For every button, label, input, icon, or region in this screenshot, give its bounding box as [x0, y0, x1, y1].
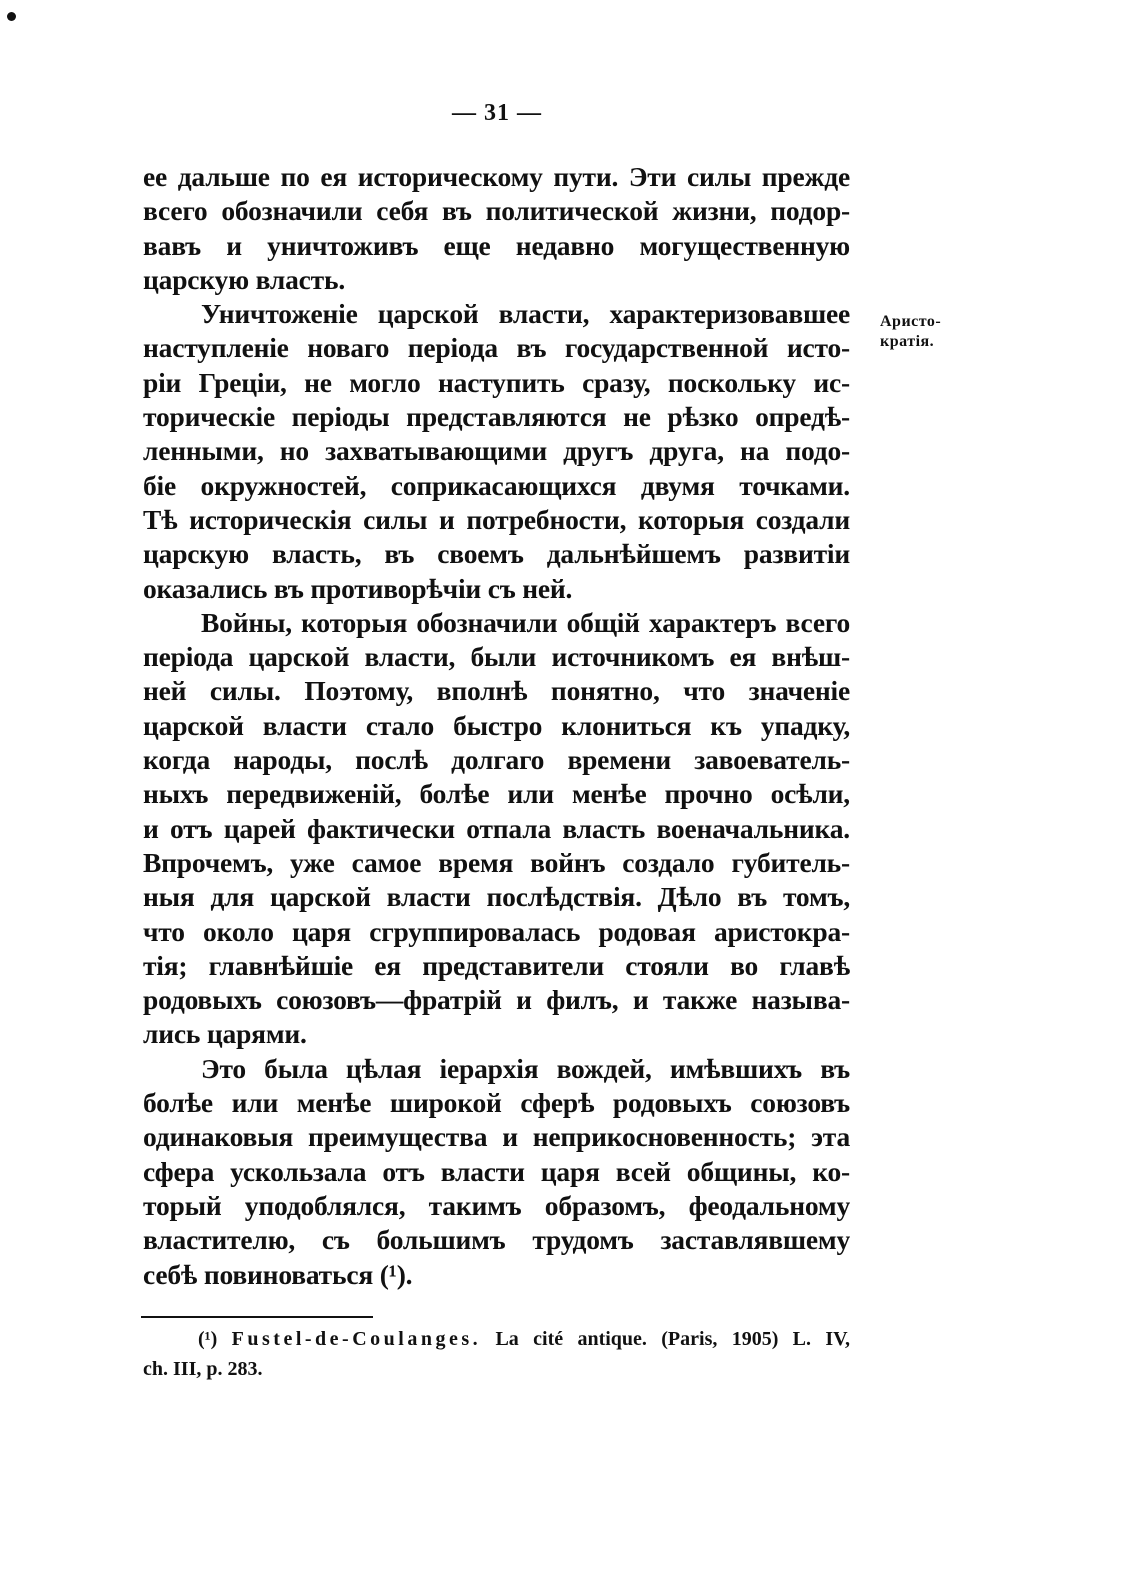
footnote	[143, 1324, 850, 1384]
text-line: оказались въ противорѣчіи съ ней.	[143, 572, 573, 604]
text-line: ленными, но захватывающими другъ друга, на подо-	[143, 435, 850, 467]
text-line: болѣе или менѣе широкой сферѣ родовыхъ союзовъ	[143, 1087, 850, 1119]
text-line: родовыхъ союзовъ—фратрій и филъ, и также называ-	[143, 984, 850, 1016]
text-line: царскую власть.	[143, 263, 345, 295]
page-number: — 31 —	[452, 100, 542, 126]
text-line: вавъ и уничтоживъ еще недавно могущественную	[143, 229, 850, 261]
text-line: Впрочемъ, уже самое время войнъ создало губитель-	[143, 846, 850, 878]
footnote-line	[143, 1324, 850, 1354]
text-line: торый уподоблялся, такимъ образомъ, феодальному	[143, 1189, 850, 1221]
text-line: Войны, которыя обозначили общій характеръ всего	[201, 606, 850, 638]
footnote-marker: (¹)	[198, 1328, 218, 1350]
text-line: всего обозначили себя въ политической жизни, подор-	[143, 195, 850, 227]
text-line: тія; главнѣйшіе ея представители стояли во главѣ	[143, 949, 850, 981]
text-line: царскую власть, въ своемъ дальнѣйшемъ развитіи	[143, 538, 850, 570]
margin-note-line: кратія.	[880, 333, 935, 350]
footnote-author: Fustel-de-Coulanges.	[231, 1328, 482, 1350]
paragraph-1	[143, 160, 850, 297]
text-line: Это была цѣлая іерархія вождей, имѣвшихъ въ	[201, 1052, 850, 1084]
paragraph-4	[143, 1052, 850, 1292]
footnote-rule	[141, 1316, 373, 1318]
margin-note-line: Аристо-	[880, 313, 942, 330]
text-line: наступленіе новаго періода въ государственной исто-	[143, 332, 850, 364]
ink-dot	[7, 12, 16, 21]
text-line: сфера ускользала отъ власти царя всей общины, ко-	[143, 1155, 850, 1187]
margin-note	[880, 312, 941, 352]
text-line: ней силы. Поэтому, вполнѣ понятно, что значеніе	[143, 675, 850, 707]
paragraph-2	[143, 297, 850, 606]
body-text	[143, 160, 850, 1292]
text-line: ныхъ передвиженій, болѣе или менѣе прочно осѣли,	[143, 778, 850, 810]
text-line: ныя для царской власти послѣдствія. Дѣло въ томъ,	[143, 881, 850, 913]
text-line: Тѣ историческія силы и потребности, которыя создали	[143, 503, 850, 535]
text-line: Уничтоженіе царской власти, характеризовавшее	[201, 298, 850, 330]
text-line: торическіе періоды представляются не рѣзко опредѣ-	[143, 401, 850, 433]
text-line: что около царя сгруппировалась родовая аристокра-	[143, 915, 850, 947]
footnote-line: ch. III, p. 283.	[143, 1358, 263, 1380]
text-line: властителю, съ большимъ трудомъ заставлявшему	[143, 1224, 850, 1256]
text-line: когда народы, послѣ долгаго времени завоеватель-	[143, 744, 850, 776]
text-line: біе окружностей, соприкасающихся двумя точками.	[143, 469, 850, 501]
text-line: себѣ повиноваться (¹).	[143, 1258, 413, 1290]
paragraph-3	[143, 606, 850, 1052]
footnote-title: La cité antique. (Paris, 1905) L. IV,	[495, 1328, 851, 1350]
text-line: царской власти стало быстро клониться къ упадку,	[143, 709, 850, 741]
text-line: ее дальше по ея историческому пути. Эти силы прежде	[143, 161, 850, 192]
text-line: и отъ царей фактически отпала власть военачальника.	[143, 812, 850, 844]
text-line: лись царями.	[143, 1018, 307, 1050]
text-line: одинаковыя преимущества и неприкосновенность; эта	[143, 1121, 850, 1153]
text-line: ріи Греціи, не могло наступить сразу, поскольку ис-	[143, 366, 850, 398]
text-line: періода царской власти, были источникомъ ея внѣш-	[143, 641, 850, 673]
